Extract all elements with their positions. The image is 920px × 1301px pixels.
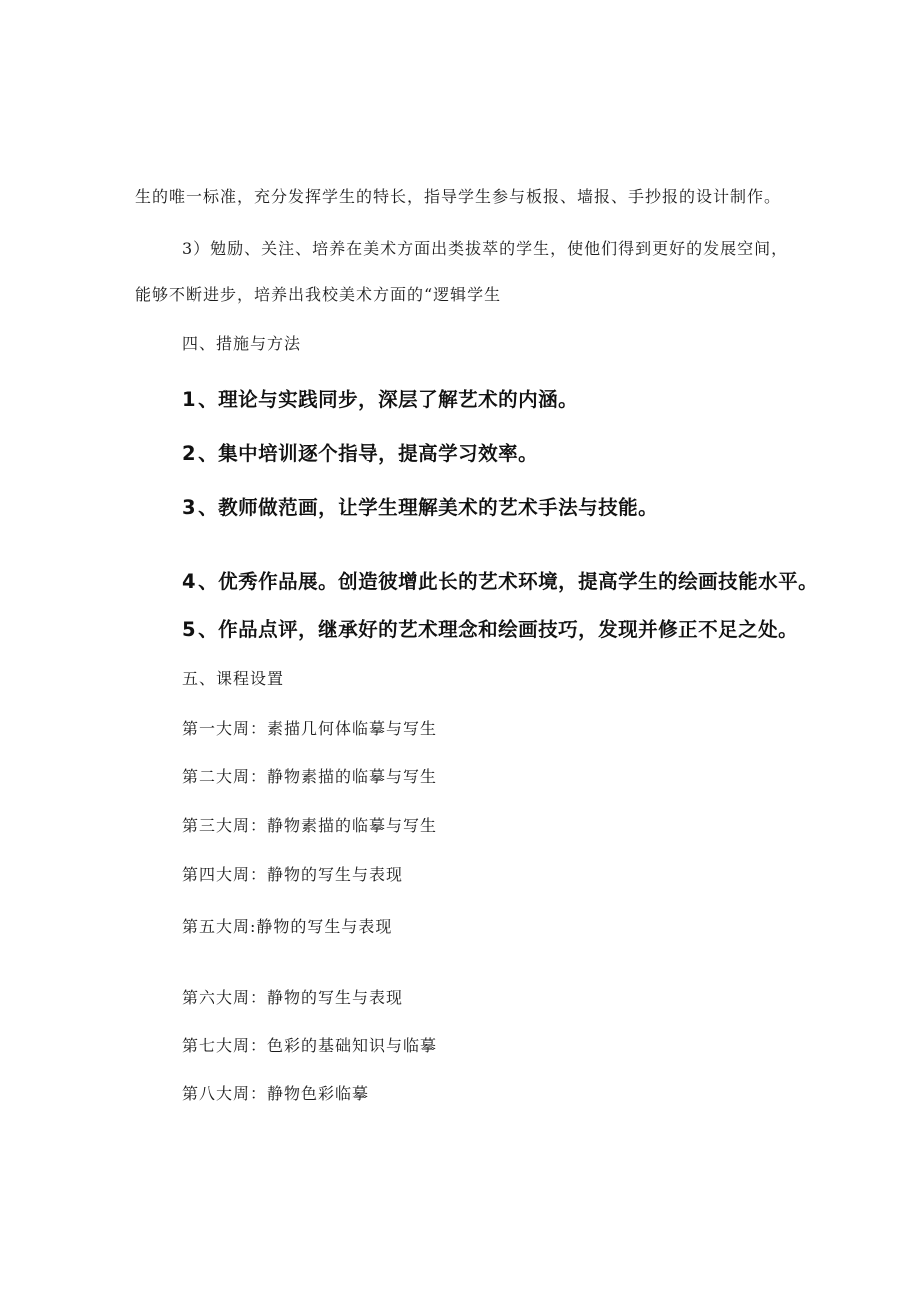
measure-number: 2: [182, 442, 197, 465]
week-entry: 第一大周：素描几何体临摹与写生: [182, 719, 438, 738]
week-entry: 第二大周：静物素描的临摹与写生: [182, 767, 438, 786]
measure-item: [182, 614, 798, 642]
measure-number: 1: [182, 388, 197, 411]
measure-text: 、教师做范画，让学生理解美术的艺术手法与技能。: [198, 496, 659, 519]
measure-number: 5: [182, 618, 197, 641]
week-entry: 第六大周：静物的写生与表现: [182, 988, 404, 1007]
section-heading-measures: 四、措施与方法: [182, 334, 302, 353]
measure-number: 3: [182, 496, 197, 519]
measure-item: [182, 566, 818, 594]
paragraph-line-3: 能够不断进步，培养出我校美术方面的“逻辑学生: [135, 285, 502, 304]
measure-item: [182, 492, 658, 520]
measure-item: [182, 384, 578, 412]
measure-text: 、作品点评，继承好的艺术理念和绘画技巧，发现并修正不足之处。: [198, 618, 799, 641]
week-entry: 第五大周:静物的写生与表现: [182, 917, 393, 936]
paragraph-line-2: 3）勉励、关注、培养在美术方面出类拔萃的学生，使他们得到更好的发展空间，: [182, 239, 789, 258]
section-heading-curriculum: 五、课程设置: [182, 669, 285, 688]
measure-text: 、理论与实践同步，深层了解艺术的内涵。: [198, 388, 579, 411]
measure-number: 4: [182, 570, 197, 593]
week-entry: 第八大周：静物色彩临摹: [182, 1084, 370, 1103]
week-entry: 第四大周：静物的写生与表现: [182, 865, 404, 884]
paragraph-line-1: 生的唯一标准，充分发挥学生的特长，指导学生参与板报、墙报、手抄报的设计制作。: [135, 187, 782, 206]
measure-text: 、优秀作品展。创造彼增此长的艺术环境，提高学生的绘画技能水平。: [198, 570, 819, 593]
measure-text: 、集中培训逐个指导，提高学习效率。: [198, 442, 539, 465]
week-entry: 第三大周：静物素描的临摹与写生: [182, 816, 438, 835]
week-entry: 第七大周：色彩的基础知识与临摹: [182, 1036, 438, 1055]
measure-item: [182, 438, 538, 466]
